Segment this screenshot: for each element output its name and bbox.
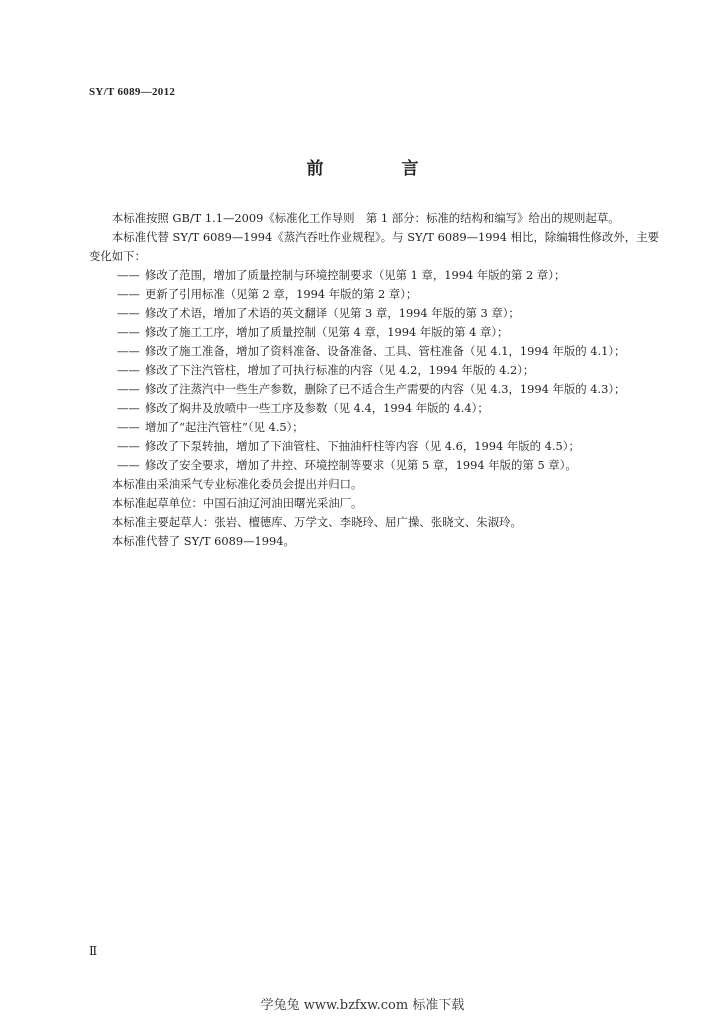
change-text: 修改了注蒸汽中一些生产参数，删除了已不适合生产需要的内容（见 4.3，1994 年版的 4.3）；	[145, 382, 626, 396]
paragraph-drafters: 本标准主要起草人：张岩、檀德库、万学文、李晓玲、屈广操、张晓文、朱淑玲。	[111, 515, 522, 529]
change-item	[117, 437, 659, 456]
foreword-body	[89, 209, 659, 551]
dash-mark: ——	[117, 401, 140, 415]
change-text: 修改了施工准备，增加了资料准备、设备准备、工具、管柱准备（见 4.1，1994 年版的 4.1）；	[145, 344, 626, 358]
paragraph-supersedes: 本标准代替了 SY/T 6089—1994。	[111, 534, 295, 548]
dash-mark: ——	[117, 420, 140, 434]
change-text: 修改了范围，增加了质量控制与环境控制要求（见第 1 章，1994 年版的第 2 章）；	[145, 268, 566, 282]
dash-mark: ——	[117, 363, 140, 377]
dash-mark: ——	[117, 306, 140, 320]
paragraph-replacement: 本标准代替 SY/T 6089—1994《蒸汽吞吐作业规程》。与 SY/T 6089—1994 相比，除编辑性修改外，主要变化如下：	[89, 230, 659, 263]
change-item	[117, 380, 659, 399]
dash-mark: ——	[117, 268, 140, 282]
dash-mark: ——	[117, 458, 140, 472]
change-item	[117, 456, 659, 475]
dash-mark: ——	[117, 382, 140, 396]
change-item	[117, 342, 659, 361]
change-item	[117, 418, 659, 437]
dash-mark: ——	[117, 287, 140, 301]
paragraph-drafting-unit: 本标准起草单位：中国石油辽河油田曙光采油厂。	[111, 496, 363, 510]
change-item	[117, 266, 659, 285]
change-text: 修改了安全要求，增加了井控、环境控制等要求（见第 5 章，1994 年版的第 5 章）。	[145, 458, 577, 472]
change-text: 修改了焖井及放喷中一些工序及参数（见 4.4，1994 年版的 4.4）；	[145, 401, 489, 415]
change-text: 修改了下泵转抽，增加了下油管柱、下抽油杆柱等内容（见 4.6，1994 年版的 4.5）；	[145, 439, 580, 453]
paragraph-drafting-rule: 本标准按照 GB/T 1.1—2009《标准化工作导则 第 1 部分：标准的结构和编写》给出的规则起草。	[111, 211, 620, 225]
standard-code: SY/T 6089—2012	[89, 86, 176, 98]
page-number: Ⅱ	[89, 944, 98, 958]
change-item	[117, 361, 659, 380]
paragraph-proposer: 本标准由采油采气专业标准化委员会提出并归口。	[111, 477, 363, 491]
change-item	[117, 399, 659, 418]
change-item	[117, 285, 659, 304]
dash-mark: ——	[117, 439, 140, 453]
watermark-link[interactable]: 学兔兔 www.bzfxw.com 标准下载	[260, 998, 465, 1013]
dash-mark: ——	[117, 344, 140, 358]
change-text: 修改了术语，增加了术语的英文翻译（见第 3 章，1994 年版的第 3 章）；	[145, 306, 520, 320]
change-text: 更新了引用标准（见第 2 章，1994 年版的第 2 章）；	[145, 287, 418, 301]
dash-mark: ——	[117, 325, 140, 339]
page-title: 前 言	[306, 159, 455, 179]
change-text: 修改了下注汽管柱，增加了可执行标准的内容（见 4.2，1994 年版的 4.2）；	[145, 363, 535, 377]
change-text: 增加了“起注汽管柱”（见 4.5）；	[145, 420, 304, 434]
change-item	[117, 323, 659, 342]
change-text: 修改了施工工序，增加了质量控制（见第 4 章，1994 年版的第 4 章）；	[145, 325, 509, 339]
change-item	[117, 304, 659, 323]
